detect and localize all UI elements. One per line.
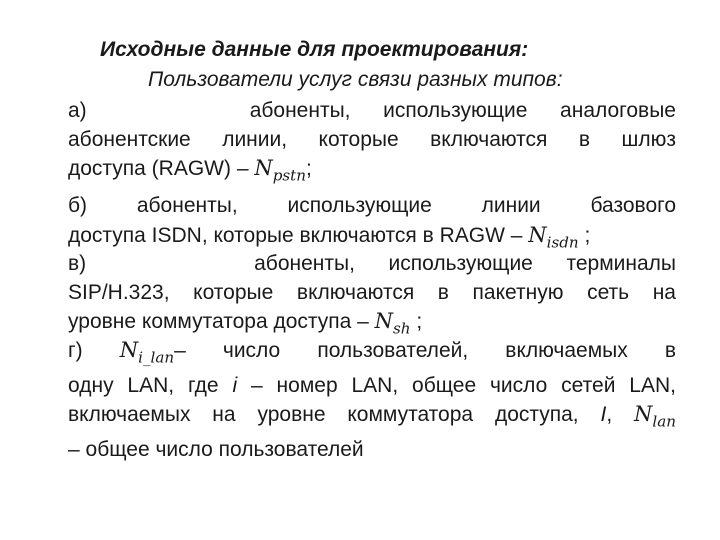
item-b-var-letter: N (528, 222, 547, 247)
item-c-text1: абоненты, использующие терминалы (254, 252, 676, 275)
item-b-tail: ; (584, 223, 591, 247)
item-d-line1 (68, 336, 676, 372)
item-a-variable (254, 156, 306, 185)
item-d-I-variable: I (600, 403, 607, 427)
item-d-text4: включаемых на уровне коммутатора доступа, (68, 403, 579, 427)
item-b-line2 (68, 222, 591, 251)
item-b-text1: абоненты, использующие линии базового (136, 194, 676, 217)
item-b-variable (528, 222, 579, 251)
item-a-tail: ; (305, 157, 312, 180)
item-c-line1 (68, 250, 676, 279)
item-c-text3: уровне коммутатора доступа – (68, 310, 369, 333)
item-c-line2: SIP/H.323, которые включаются в пакетную сеть на (68, 280, 676, 304)
item-a-text1: абоненты, использующие аналоговые (249, 99, 676, 122)
item-c-var-subscript: sh (393, 319, 411, 338)
item-d-variable2 (634, 402, 676, 431)
item-d-marker: г) (68, 339, 83, 362)
item-c-tail: ; (416, 310, 423, 333)
item-a-var-subscript: pstn (272, 166, 306, 185)
item-a-line2: абонентские линии, которые включаются в шлюз (68, 127, 676, 151)
item-d-text3: – номер LAN, общее число сетей LAN, (251, 373, 676, 397)
item-b-line1 (68, 192, 676, 221)
item-d-text5: , (606, 403, 613, 427)
item-d-var-letter: N (119, 338, 139, 362)
slide-title: Исходные данные для проектирования: (100, 38, 529, 61)
item-c-marker: в) (68, 252, 87, 275)
slide-subtitle: Пользователи услуг связи разных типов: (148, 68, 563, 91)
list-item-b (68, 192, 676, 256)
item-d-variable (119, 338, 175, 367)
item-d-text1: – число пользователей, включаемых в (174, 339, 676, 362)
item-a-marker: а) (68, 99, 87, 122)
item-c-variable (374, 309, 411, 338)
item-d-var-subscript: i_lan (138, 348, 175, 367)
item-a-text3: доступа (RAGW) – (68, 157, 249, 180)
item-b-marker: б) (68, 194, 88, 217)
item-d-line2 (68, 372, 676, 401)
item-c-line3 (68, 309, 423, 338)
item-a-var-letter: N (254, 156, 273, 180)
item-d-line3 (68, 400, 676, 436)
item-a-line3 (68, 156, 312, 185)
item-d-var2-letter: N (634, 402, 653, 427)
item-d-line4: – общее число пользователей (68, 438, 364, 462)
item-c-var-letter: N (374, 309, 394, 333)
item-b-var-subscript: isdn (546, 232, 579, 251)
item-a-line1 (68, 97, 676, 126)
item-d-text2: одну LAN, где (68, 373, 219, 397)
item-d-i-variable: i (232, 373, 238, 397)
list-item-a (68, 97, 676, 190)
item-b-text2: доступа ISDN, которые включаются в RAGW – (68, 223, 523, 247)
item-d-var2-subscript: lan (652, 412, 676, 431)
list-item-d (68, 336, 676, 465)
list-item-c (68, 250, 676, 343)
